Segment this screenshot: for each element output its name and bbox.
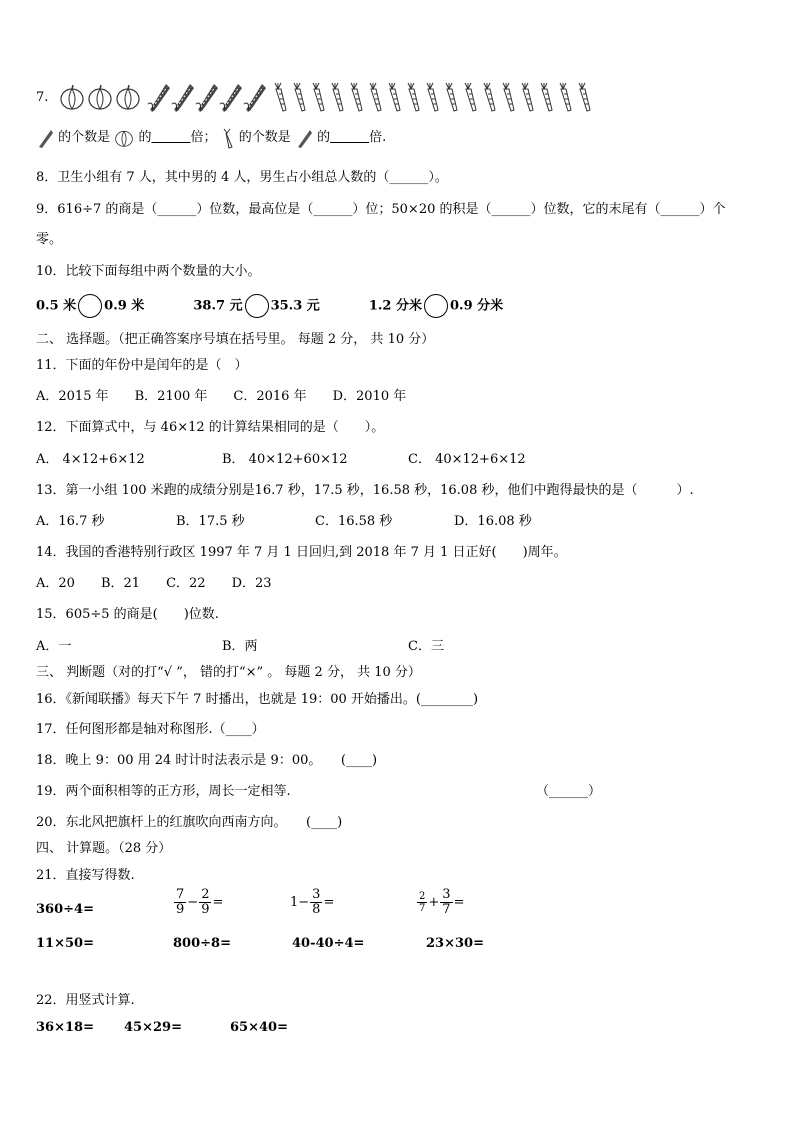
compare-circle[interactable] xyxy=(245,294,269,318)
q15-option-c: C．三 xyxy=(408,639,444,654)
q21-item-1: 360÷4= xyxy=(36,902,94,917)
corn-icon xyxy=(295,127,313,149)
q13-option-d: D．16.08 秒 xyxy=(454,514,532,529)
carrot-icon xyxy=(503,83,514,111)
q7-picture-row xyxy=(36,80,620,114)
carrot-icon xyxy=(579,83,590,111)
q21-item-3: 1− $\frac{3}{8}$ = xyxy=(290,887,335,917)
q13: 13．第一小组 100 米跑的成绩分别是16.7 秒，17.5 秒，16.58 秒，16.08 秒，他们中跑得最快的是（ ）. xyxy=(36,483,694,498)
q21-item-5: 11×50= xyxy=(36,936,94,951)
q22-item-1: 36×18= xyxy=(36,1020,94,1035)
q21-item-8: 23×30= xyxy=(426,936,484,951)
q7-question-line: 的个数是 的 倍； 的个数是 的 倍. xyxy=(36,126,386,149)
section-4-heading: 四、 计算题。（28 分） xyxy=(36,841,172,856)
q19-blank: （______） xyxy=(536,784,602,799)
q9-line1: 9．616÷7 的商是（______）位数，最高位是（______）位；50×20 的积是（______）位数，它的末尾有（______）个 xyxy=(36,202,726,217)
section-3-heading: 三、 判断题（对的打“√ ”， 错的打“×” 。 每题 2 分， 共 10 分） xyxy=(36,665,421,680)
corn-icon xyxy=(148,84,170,112)
pumpkin-icon xyxy=(117,85,139,109)
q17: 17．任何图形都是轴对称图形.（____） xyxy=(36,722,265,737)
q16: 16．《新闻联播》每天下午 7 时播出，也就是 19：00 开始播出。(________) xyxy=(36,692,479,707)
q21-item-2: $\frac{7}{9}$ − $\frac{2}{9}$ = xyxy=(176,887,224,917)
q12-option-a: A． 4×12+6×12 xyxy=(36,452,145,467)
carrot-icon xyxy=(351,83,362,111)
q20: 20．东北风把旗杆上的红旗吹向西南方向。 (____) xyxy=(36,815,343,830)
carrot-icon xyxy=(427,83,438,111)
q13-option-a: A．16.7 秒 xyxy=(36,514,105,529)
carrot-icon xyxy=(541,83,552,111)
q10-items: 0.5 米 0.9 米 38.7 元 35.3 元 1.2 分米 0.9 分米 xyxy=(36,294,503,318)
corn-icons xyxy=(148,84,266,112)
pumpkin-icon xyxy=(61,85,83,109)
pumpkin-icon xyxy=(114,128,134,148)
q9-line2: 零。 xyxy=(36,232,63,247)
q21-item-4: $\frac{2}{7}$ + $\frac{3}{7}$ = xyxy=(419,887,465,917)
carrot-icon xyxy=(446,83,457,111)
q21-item-6: 800÷8= xyxy=(173,936,231,951)
pumpkin-icon xyxy=(89,85,111,109)
q12-option-c: C． 40×12+6×12 xyxy=(408,452,526,467)
carrot-icon xyxy=(408,83,419,111)
section-2-heading: 二、 选择题。（把正确答案序号填在括号里。 每题 2 分， 共 10 分） xyxy=(36,332,435,347)
carrot-icon xyxy=(221,127,235,149)
q15-option-b: B．两 xyxy=(222,639,258,654)
carrot-icon xyxy=(484,83,495,111)
q10: 10．比较下面每组中两个数量的大小。 xyxy=(36,264,261,279)
carrot-icon xyxy=(465,83,476,111)
q13-option-c: C．16.58 秒 xyxy=(315,514,393,529)
corn-icon xyxy=(36,127,54,149)
q15: 15．605÷5 的商是( )位数. xyxy=(36,607,219,622)
corn-icon xyxy=(244,84,266,112)
q21-item-7: 40-40÷4= xyxy=(292,936,365,951)
q22-item-2: 45×29= xyxy=(124,1020,182,1035)
q12: 12．下面算式中，与 46×12 的计算结果相同的是（ ）。 xyxy=(36,420,385,435)
carrot-icon xyxy=(294,83,305,111)
q15-option-a: A．一 xyxy=(36,639,72,654)
carrot-icon xyxy=(389,83,400,111)
carrot-icon xyxy=(370,83,381,111)
corn-icon xyxy=(220,84,242,112)
carrot-icon xyxy=(332,83,343,111)
corn-icon xyxy=(196,84,218,112)
q11-options: A．2015 年 B．2100 年 C．2016 年 D．2010 年 xyxy=(36,389,407,404)
q7-number: 7. xyxy=(36,89,49,105)
q12-option-b: B． 40×12+60×12 xyxy=(222,452,348,467)
q21: 21．直接写得数. xyxy=(36,868,135,883)
q11: 11．下面的年份中是闰年的是（ ） xyxy=(36,358,248,373)
q22: 22．用竖式计算. xyxy=(36,993,135,1008)
corn-icon xyxy=(172,84,194,112)
q22-item-3: 65×40= xyxy=(230,1020,288,1035)
q13-option-b: B．17.5 秒 xyxy=(176,514,245,529)
compare-circle[interactable] xyxy=(78,294,102,318)
q18: 18．晚上 9：00 用 24 时计时法表示是 9：00。 (____) xyxy=(36,753,378,768)
carrot-icon xyxy=(560,83,571,111)
carrot-icon xyxy=(522,83,533,111)
compare-circle[interactable] xyxy=(424,294,448,318)
carrot-icon xyxy=(275,83,286,111)
q14: 14．我国的香港特别行政区 1997 年 7 月 1 日回归,到 2018 年 7 月 1 日正好( )周年。 xyxy=(36,545,567,560)
q7-icons xyxy=(60,80,620,114)
carrot-icon xyxy=(313,83,324,111)
q8: 8．卫生小组有 7 人，其中男的 4 人，男生占小组总人数的（______）。 xyxy=(36,170,448,185)
q14-options: A．20 B．21 C．22 D．23 xyxy=(36,576,272,591)
carrot-icons xyxy=(275,83,590,111)
q19: 19．两个面积相等的正方形，周长一定相等. xyxy=(36,784,291,799)
